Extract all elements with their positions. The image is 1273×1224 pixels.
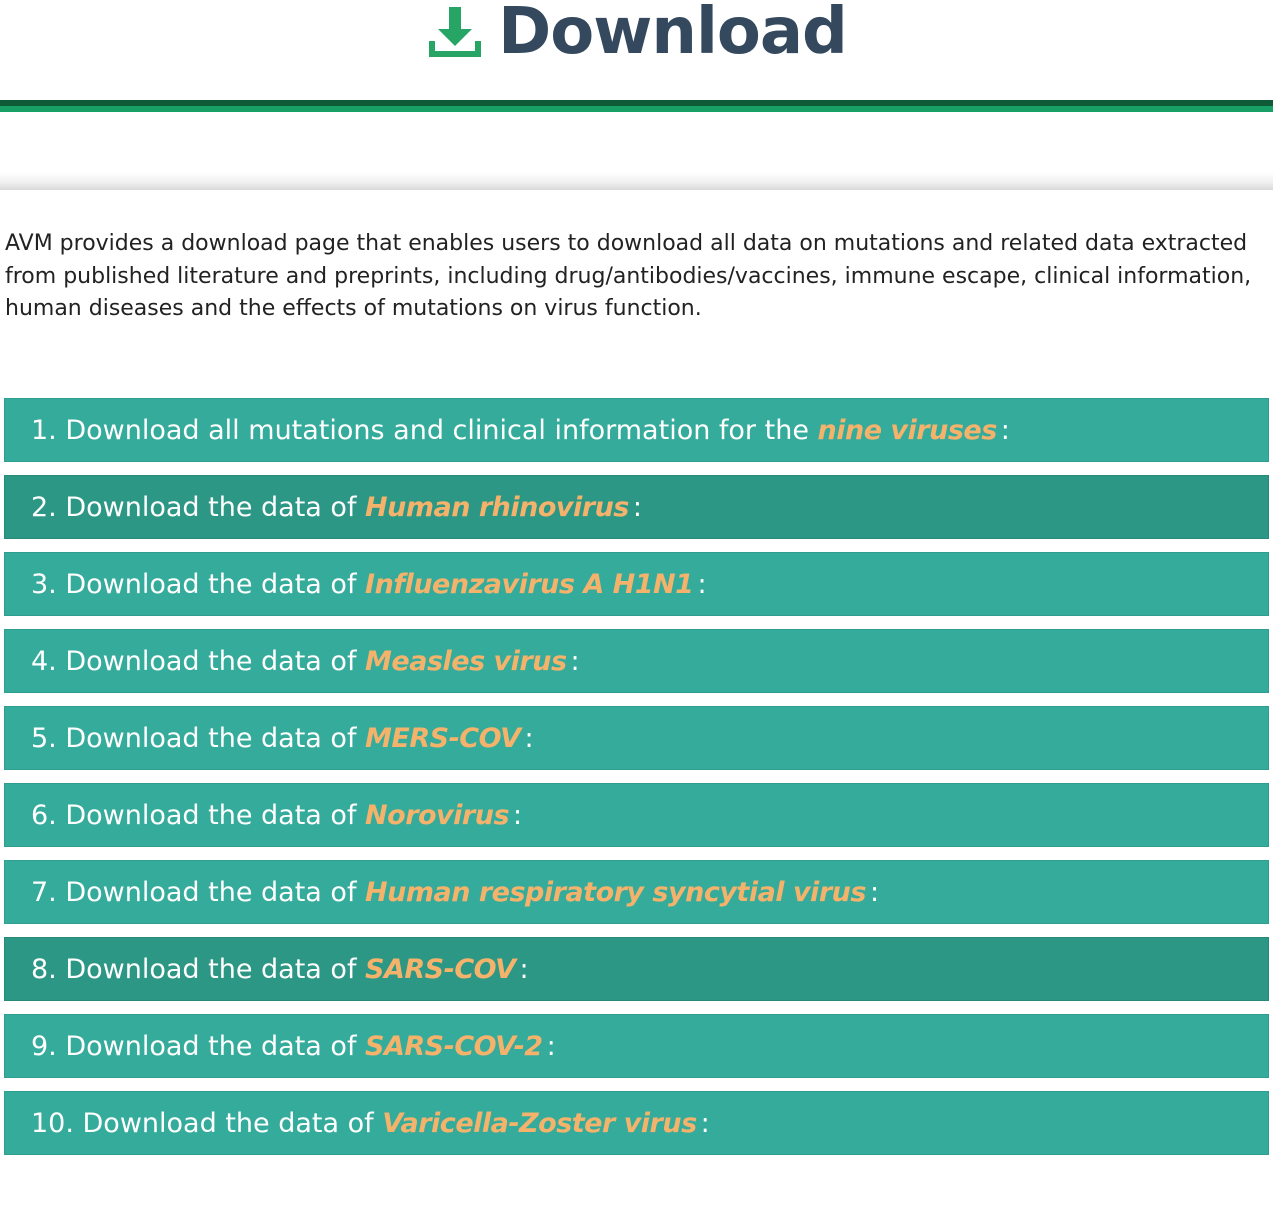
download-item-human-respiratory-syncytial-virus[interactable]: [4, 860, 1269, 924]
download-item-sars-cov[interactable]: [4, 937, 1269, 1001]
download-item-label: 10. Download the data of Varicella-Zoster virus :: [31, 1107, 710, 1139]
header-divider-light: [0, 106, 1273, 112]
virus-name[interactable]: Measles virus: [365, 645, 567, 677]
page-header: [0, 0, 1273, 100]
virus-name[interactable]: Influenzavirus A H1N1: [365, 568, 694, 600]
section-shadow-divider: [0, 172, 1273, 190]
page-title: Download: [498, 0, 847, 69]
download-item-label: 1. Download all mutations and clinical information for the nine viruses :: [31, 414, 1010, 446]
download-item-influenzavirus-a-h1n1[interactable]: [4, 552, 1269, 616]
download-item-label: 6. Download the data of Norovirus :: [31, 799, 523, 831]
virus-name[interactable]: Varicella-Zoster virus: [382, 1107, 697, 1139]
download-item-all-viruses[interactable]: [4, 398, 1269, 462]
download-item-label: 9. Download the data of SARS-COV-2 :: [31, 1030, 556, 1062]
virus-name[interactable]: SARS-COV: [365, 953, 516, 985]
download-item-label: 7. Download the data of Human respiratory syncytial virus :: [31, 876, 880, 908]
download-item-human-rhinovirus[interactable]: [4, 475, 1269, 539]
download-item-mers-cov[interactable]: [4, 706, 1269, 770]
download-list: [4, 398, 1269, 1168]
download-item-measles-virus[interactable]: [4, 629, 1269, 693]
download-item-label: 8. Download the data of SARS-COV :: [31, 953, 529, 985]
download-item-label: 3. Download the data of Influenzavirus A H1N1 :: [31, 568, 707, 600]
virus-name[interactable]: Human rhinovirus: [365, 491, 629, 523]
header-title-group: [426, 0, 847, 69]
virus-name[interactable]: Human respiratory syncytial virus: [365, 876, 866, 908]
download-item-label: 4. Download the data of Measles virus :: [31, 645, 580, 677]
download-item-sars-cov-2[interactable]: [4, 1014, 1269, 1078]
download-icon: [426, 5, 484, 63]
intro-paragraph: AVM provides a download page that enables users to download all data on mutations and related data extracted from published literature and preprints, including drug/antibodies/vaccines, immune escape, clinical information, human diseases and the effects of mutations on virus function.: [5, 231, 1252, 321]
virus-name[interactable]: SARS-COV-2: [365, 1030, 543, 1062]
download-item-norovirus[interactable]: [4, 783, 1269, 847]
virus-name[interactable]: MERS-COV: [365, 722, 521, 754]
download-item-label: 5. Download the data of MERS-COV :: [31, 722, 534, 754]
virus-name[interactable]: nine viruses: [817, 414, 997, 446]
virus-name[interactable]: Norovirus: [365, 799, 510, 831]
download-item-varicella-zoster-virus[interactable]: [4, 1091, 1269, 1155]
download-item-label: 2. Download the data of Human rhinovirus :: [31, 491, 642, 523]
